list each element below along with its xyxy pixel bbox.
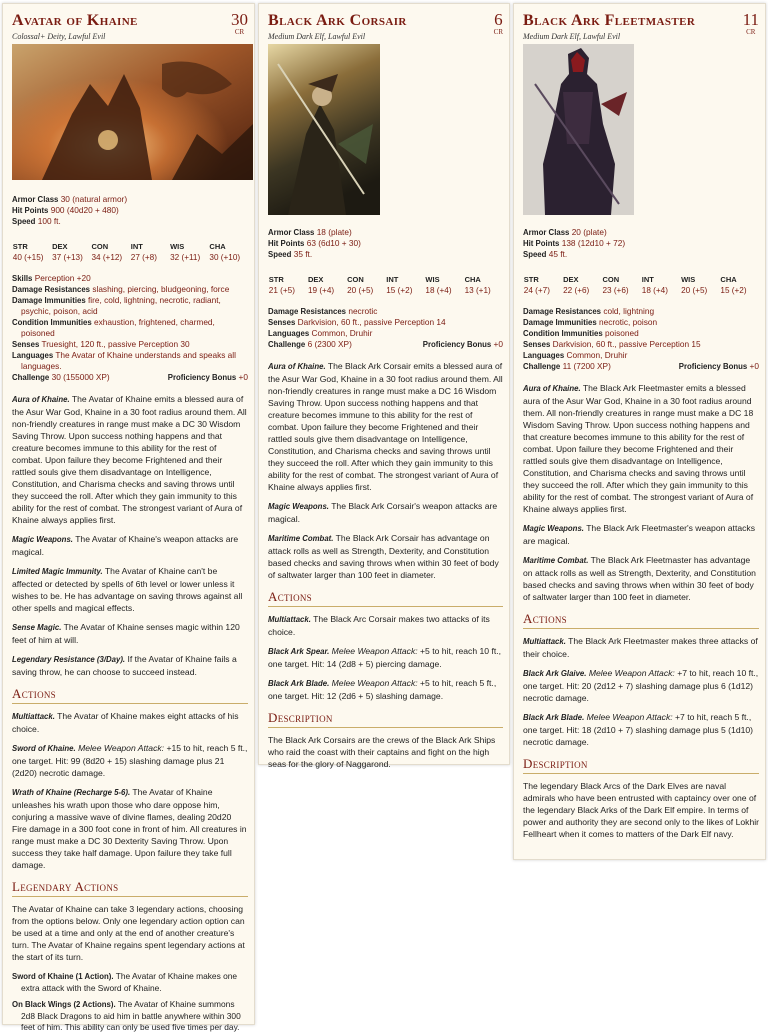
ability-con: CON 34 (+12) [91,242,123,262]
ability-wis: WIS 32 (+11) [170,242,201,262]
action: Multiattack. The Avatar of Khaine makes eight attacks of his choice. [12,711,239,734]
cr-value: 30 [231,10,248,29]
legendary-action: On Black Wings (2 Actions). The Avatar of Khaine summons 2d8 Black Dragons to aid him in battle anywhere within 300 feet of him. This ability can only be used five times per day. [12,999,241,1032]
trait: Maritime Combat. The Black Ark Corsair has advantage on attack rolls as well as Strength, Dexterity, and Constitution based checks and saving throws when within 30 feet of body of saltwater larger than 100 feet in diameter. [268,533,499,580]
hit-points: Hit Points 138 (12d10 + 72) [523,238,626,248]
creature-name: Black Ark Fleetmaster [523,12,696,29]
armor-class: Armor Class 20 (plate) [523,227,607,237]
challenge-rating-badge [743,12,759,36]
armor-class: Armor Class 30 (natural armor) [12,194,128,204]
trait: Maritime Combat. The Black Ark Fleetmaster has advantage on attack rolls as well as Strength, Dexterity, and Constitution based checks and saving throws when within 30 feet of body of saltwater larger than 100 feet in diameter. [523,555,756,602]
ability-cha: CHA 13 (+1) [464,275,491,295]
ability-dex: DEX 37 (+13) [52,242,83,262]
actions-heading: Actions [268,589,503,607]
damage-resistances: Damage Resistances slashing, piercing, bludgeoning, force [12,284,230,294]
languages: Languages The Avatar of Khaine understands and speaks all languages. [12,350,236,371]
creature-type: Medium Dark Elf, Lawful Evil [268,32,366,41]
description-text: The Black Ark Corsairs are the crews of the Black Ark Ships who raid the coast with their captains and fight on the high seas for the glory of Naggarond. [268,735,496,769]
cr-label: CR [493,28,503,36]
corsair-artwork [268,44,380,215]
cr-label: CR [746,28,756,36]
ability-int: INT 15 (+2) [386,275,413,295]
senses: Senses Truesight, 120 ft., passive Perception 30 [12,339,190,349]
trait: Limited Magic Immunity. The Avatar of Khaine can't be affected or detected by spells of 6th level or lower unless it wishes to be. He has advantage on saving throws against all other spells and magical effects. [12,566,243,613]
action: Black Ark Blade. Melee Weapon Attack: +5 to hit, reach 5 ft., one target. Hit: 12 (2d6 + 5) slashing damage. [268,678,497,701]
action: Black Ark Glaive. Melee Weapon Attack: +7 to hit, reach 10 ft., one target. Hit: 20 (2d12 + 7) slashing damage plus 6 (1d12) necrotic damage. [523,668,759,703]
challenge-rating-badge [494,12,503,36]
skills: Skills Perception +20 [12,273,91,283]
speed: Speed 100 ft. [12,216,61,226]
ability-scores [523,274,759,296]
trait: Magic Weapons. The Black Ark Fleetmaster's weapon attacks are magical. [523,523,755,546]
action: Multiattack. The Black Arc Corsair makes two attacks of its choice. [268,614,490,637]
creature-type: Colossal+ Deity, Lawful Evil [12,32,106,41]
action: Sword of Khaine. Melee Weapon Attack: +15 to hit, reach 5 ft., one target. Hit: 99 (8d20 + 15) slashing damage plus 21 (2d20) necrotic damage. [12,743,248,778]
ability-wis: WIS 18 (+4) [425,275,452,295]
creature-name: Avatar of Khaine [12,12,138,29]
speed: Speed 35 ft. [268,249,313,259]
damage-resistances: Damage Resistances necrotic [268,306,378,316]
cr-value: 6 [494,10,503,29]
senses: Senses Darkvision, 60 ft., passive Perception 15 [523,339,701,349]
statblock-header [12,10,248,44]
fleetmaster-artwork [523,44,634,215]
damage-immunities: Damage Immunities necrotic, poison [523,317,658,327]
ability-con: CON 20 (+5) [347,275,374,295]
challenge-row: Challenge 6 (2300 XP) Proficiency Bonus +0 [268,339,503,349]
statblock-header [523,10,759,44]
challenge-rating-badge [231,12,248,36]
speed: Speed 45 ft. [523,249,568,259]
hit-points: Hit Points 63 (6d10 + 30) [268,238,361,248]
hit-points: Hit Points 900 (40d20 + 480) [12,205,119,215]
senses: Senses Darkvision, 60 ft., passive Perception 14 [268,317,446,327]
ability-int: INT 27 (+8) [130,242,157,262]
avatar-artwork [12,44,253,180]
action: Wrath of Khaine (Recharge 5-6). The Avatar of Khaine unleashes his wrath upon those who dare oppose him, conjuring a massive wave of divine flames, dealing 20d20 Fire damage in a 300 foot cone in front of him. All creatures in range must make a DC 30 Dexterity Saving Throw. Upon success they take half damage. Upon failure they take full damage. [12,787,247,870]
ability-int: INT 18 (+4) [641,275,668,295]
creature-type: Medium Dark Elf, Lawful Evil [523,32,621,41]
trait: Magic Weapons. The Avatar of Khaine's weapon attacks are magical. [12,534,239,557]
description-heading: Description [268,710,503,728]
cr-value: 11 [742,10,759,29]
creature-name: Black Ark Corsair [268,12,407,29]
legendary-action: Sword of Khaine (1 Action). The Avatar of Khaine makes one extra attack with the Sword of Khaine. [12,971,238,993]
trait: Aura of Khaine. The Black Ark Corsair emits a blessed aura of the Asur War God, Khaine in a 30 foot radius around them. All non-friendly creatures in range must make a DC 16 Wisdom Saving Throw. Upon success nothing happens and that creature becomes immune to this ability for the rest of combat. Upon failure they become Frightened and their rattled souls give them disadvantage on Intelligence, Constitution, and Charisma checks and saving throws until they succeed the roll. After which they gain immunity to this ability for the rest of combat. The strongest variant of Aura of Khaine always applies first. [268,361,503,492]
ability-scores [12,241,248,263]
damage-immunities: Damage Immunities fire, cold, lightning, necrotic, radiant, psychic, poison, acid [12,295,221,316]
statblock-avatar-of-khaine [2,3,255,1032]
condition-immunities: Condition Immunities poisoned [523,328,639,338]
ability-cha: CHA 15 (+2) [720,275,747,295]
ability-str: STR 21 (+5) [268,275,295,295]
statblock-black-ark-fleetmaster [513,3,766,860]
trait: Legendary Resistance (3/Day). If the Avatar of Khaine fails a saving throw, he can choose to succeed instead. [12,654,237,677]
armor-class: Armor Class 18 (plate) [268,227,352,237]
action: Black Ark Spear. Melee Weapon Attack: +5 to hit, reach 10 ft., one target. Hit: 14 (2d8 + 5) piercing damage. [268,646,502,669]
challenge-row: Challenge 11 (7200 XP) Proficiency Bonus +0 [523,361,759,371]
description-text: The legendary Black Arcs of the Dark Elves are naval admirals who have been entrusted with captaincy over one of the legendary Black Arks of the Dark Elf empire. In terms of power and authority they are second only to the likes of Lokhir Fellheart when it comes to matters of the Dark Elf navy. [523,781,759,839]
actions-heading: Actions [12,686,248,704]
description-heading: Description [523,756,759,774]
legendary-actions-heading: Legendary Actions [12,879,248,897]
ability-dex: DEX 22 (+6) [563,275,590,295]
challenge-row: Challenge 30 (155000 XP) Proficiency Bonus +0 [12,372,248,382]
ability-wis: WIS 20 (+5) [681,275,708,295]
languages: Languages Common, Druhir [523,350,628,360]
ability-con: CON 23 (+6) [602,275,629,295]
action: Multiattack. The Black Ark Fleetmaster makes three attacks of their choice. [523,636,758,659]
trait: Aura of Khaine. The Avatar of Khaine emits a blessed aura of the Asur War God, Khaine in a 30 foot radius around them. All non-friendly creatures in range must make a DC 30 Wisdom Saving Throw. Upon success nothing happens and that creature becomes immune to this ability for the rest of combat. Upon failure they become Frightened and their rattled souls give them disadvantage on Intelligence, Constitution, and Charisma checks and saving throws until they succeed the roll. After which they gain immunity to this ability for the rest of combat. The strongest variant of Aura of Khaine always applies first. [12,394,247,525]
trait: Magic Weapons. The Black Ark Corsair's weapon attacks are magical. [268,501,498,524]
languages: Languages Common, Druhir [268,328,373,338]
legendary-intro: The Avatar of Khaine can take 3 legendary actions, choosing from the options below. Only one legendary action option can be used at a time and only at the end of another creature's turn. The Avatar of Khaine regains spent legendary actions at the start of its turn. [12,904,245,962]
ability-str: STR 40 (+15) [12,242,44,262]
damage-resistances: Damage Resistances cold, lightning [523,306,655,316]
ability-scores [268,274,503,296]
actions-heading: Actions [523,611,759,629]
action: Black Ark Blade. Melee Weapon Attack: +7 to hit, reach 5 ft., one target. Hit: 18 (2d10 + 7) slashing damage plus 5 (1d10) necrotic damage. [523,712,754,747]
statblock-header [268,10,503,44]
ability-cha: CHA 30 (+10) [209,242,241,262]
trait: Aura of Khaine. The Black Ark Fleetmaster emits a blessed aura of the Asur War God, Khaine in a 30 foot radius around them. All non-friendly creatures in range must make a DC 18 Wisdom Saving Throw. Upon success nothing happens and that creature becomes immune to this ability for the rest of combat. Upon failure they become Frightened and their rattled souls give them disadvantage on Intelligence, Constitution, and Charisma checks and saving throws until they succeed the roll. After which they gain immunity to this ability for the rest of combat. The strongest variant of Aura of Khaine always applies first. [523,383,754,514]
condition-immunities: Condition Immunities exhaustion, frightened, charmed, poisoned [12,317,215,338]
ability-dex: DEX 19 (+4) [307,275,335,295]
statblock-black-ark-corsair [258,3,510,769]
trait: Sense Magic. The Avatar of Khaine senses magic within 120 feet of him at will. [12,622,240,645]
ability-str: STR 24 (+7) [523,275,550,295]
cr-label: CR [234,28,245,36]
